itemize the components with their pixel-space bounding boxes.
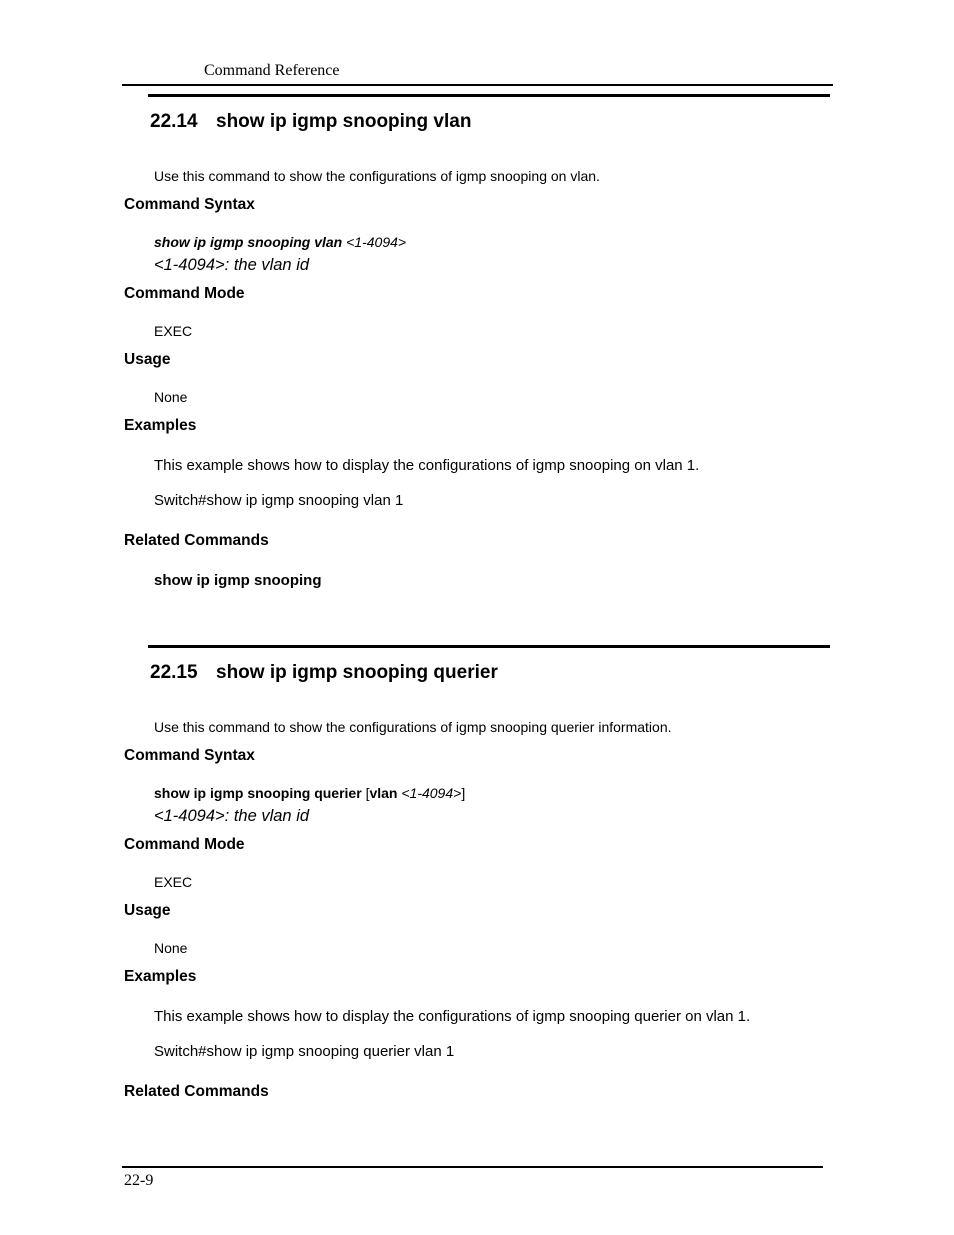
example-command: Switch#show ip igmp snooping vlan 1	[154, 492, 404, 509]
section-rule	[148, 94, 830, 97]
related-command: show ip igmp snooping	[154, 572, 322, 589]
example-description: This example shows how to display the configurations of igmp snooping on vlan 1.	[154, 457, 700, 474]
section-title-text: show ip igmp snooping querier	[216, 662, 498, 683]
syntax-keyword: vlan	[369, 785, 398, 801]
section-title-text: show ip igmp snooping vlan	[216, 111, 472, 132]
running-header: Command Reference	[204, 62, 340, 79]
related-commands-heading: Related Commands	[124, 1083, 269, 1100]
example-description: This example shows how to display the configurations of igmp snooping querier on vlan 1.	[154, 1008, 751, 1025]
syntax-close-bracket: ]	[461, 785, 466, 801]
examples-heading: Examples	[124, 968, 197, 985]
section-number: 22.14	[150, 111, 198, 132]
section-title	[150, 662, 498, 684]
syntax-command: show ip igmp snooping querier	[154, 785, 362, 801]
command-syntax	[154, 234, 406, 250]
footer-rule	[122, 1166, 823, 1168]
parameter-description: <1-4094>: the vlan id	[154, 256, 310, 274]
section-description: Use this command to show the configurations of igmp snooping on vlan.	[154, 168, 600, 184]
usage-heading: Usage	[124, 902, 171, 919]
command-syntax-heading: Command Syntax	[124, 747, 255, 764]
command-mode-heading: Command Mode	[124, 836, 245, 853]
syntax-arg: <1-4094>	[346, 234, 407, 250]
syntax-open-bracket: [	[365, 785, 370, 801]
usage-heading: Usage	[124, 351, 171, 368]
example-command: Switch#show ip igmp snooping querier vlan 1	[154, 1043, 455, 1060]
section-title	[150, 111, 471, 133]
section-number: 22.15	[150, 662, 198, 683]
section-rule	[148, 645, 830, 648]
syntax-command: show ip igmp snooping vlan	[154, 234, 343, 250]
examples-heading: Examples	[124, 417, 197, 434]
related-commands-heading: Related Commands	[124, 532, 269, 549]
section-description: Use this command to show the configurations of igmp snooping querier information.	[154, 719, 672, 735]
command-syntax	[154, 785, 465, 801]
command-mode-value: EXEC	[154, 874, 193, 890]
usage-value: None	[154, 389, 188, 405]
command-mode-value: EXEC	[154, 323, 193, 339]
syntax-arg: <1-4094>	[401, 785, 462, 801]
header-rule	[122, 84, 833, 86]
command-mode-heading: Command Mode	[124, 285, 245, 302]
usage-value: None	[154, 940, 188, 956]
command-syntax-heading: Command Syntax	[124, 196, 255, 213]
page-number: 22-9	[124, 1172, 154, 1189]
parameter-description: <1-4094>: the vlan id	[154, 807, 310, 825]
